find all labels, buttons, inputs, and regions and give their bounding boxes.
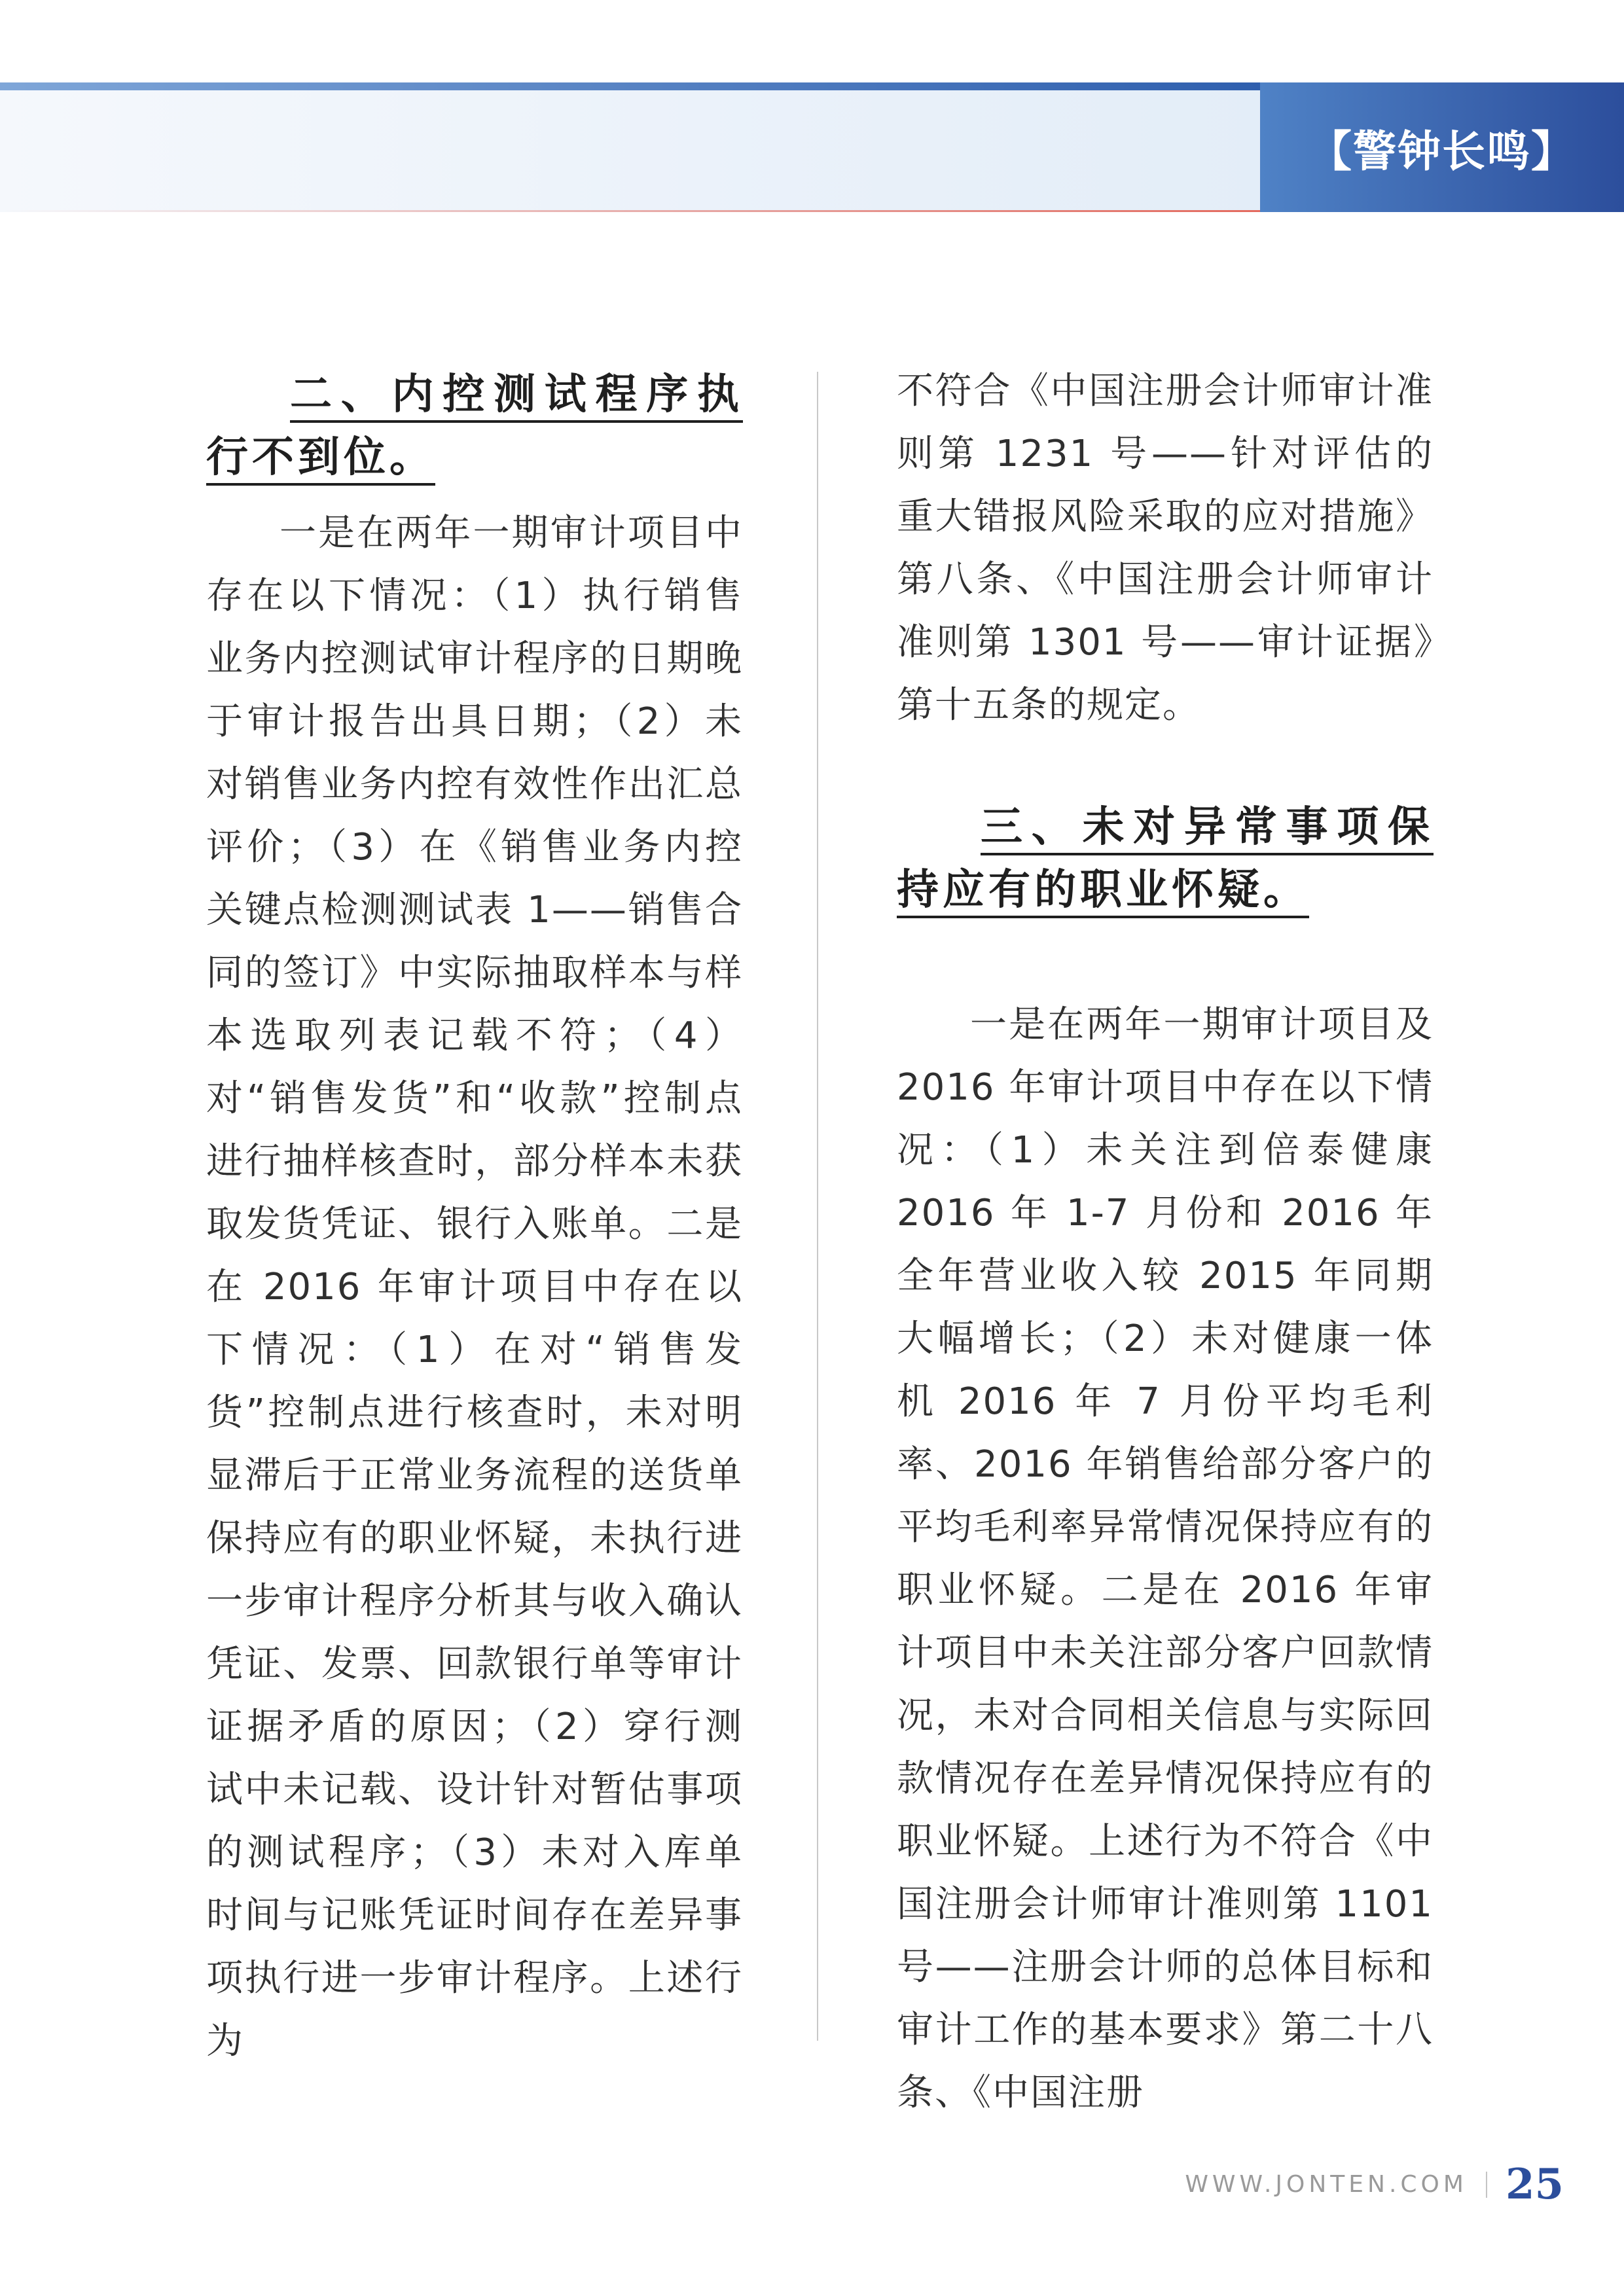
section-tag [1260, 82, 1624, 212]
footer-url: WWW.JONTEN.COM [1185, 2171, 1468, 2198]
page-footer [1185, 2160, 1564, 2209]
section-heading-2: 二、内控测试程序执行不到位。 [206, 363, 743, 489]
body-paragraph-left: 一是在两年一期审计项目中存在以下情况：（1）执行销售业务内控测试审计程序的日期晚于审计报告出具日期；（2）未对销售业务内控有效性作出汇总评价；（3）在《销售业务内控关键点检测测试表 1——销售合同的签订》中实际抽取样本与样本选取列表记载不符；（4）对“销售发货”和“收款”控制点进行抽样核查时，部分样本未获取发货凭证、银行入账单。二是在 2016 年审计项目中存在以下情况：（1）在对“销售发货”控制点进行核查时，未对明显滞后于正常业务流程的送货单保持应有的职业怀疑，未执行进一步审计程序分析其与收入确认凭证、发票、回款银行单等审计证据矛盾的原因；（2）穿行测试中未记载、设计针对暂估事项的测试程序；（3）未对入库单时间与记账凭证时间存在差异事项执行进一步审计程序。上述行为 [206, 512, 743, 2062]
section-tag-label: 【警钟长鸣】 [1308, 125, 1576, 177]
header-top-rule [0, 82, 1260, 90]
footer-separator [1486, 2172, 1487, 2198]
section-heading-3: 三、未对异常事项保持应有的职业怀疑。 [897, 796, 1434, 922]
left-column [206, 363, 743, 2073]
body-paragraph-right: 一是在两年一期审计项目及 2016 年审计项目中存在以下情况：（1）未关注到倍泰健康 2016 年 1-7 月份和 2016 年全年营业收入较 2015 年同期大幅增长；（2）未对健康一体机 2016 年 7 月份平均毛利率、2016 年销售给部分客户的平均毛利率异常情况保持应有的职业怀疑。二是在 2016 年审计项目中未关注部分客户回款情况，未对合同相关信息与实际回款情况存在差异情况保持应有的职业怀疑。上述行为不符合《中国注册会计师审计准则第 1101 号——注册会计师的总体目标和审计工作的基本要求》第二十八条、《中国注册 [897, 1003, 1434, 2114]
right-column [897, 360, 1434, 2125]
header-red-line [0, 210, 1260, 212]
page-number: 25 [1505, 2160, 1564, 2209]
column-divider [817, 372, 818, 2041]
body-paragraph-continuation: 不符合《中国注册会计师审计准则第 1231 号——针对评估的重大错报风险采取的应对措施》第八条、《中国注册会计师审计准则第 1301 号——审计证据》第十五条的规定。 [897, 370, 1434, 726]
header-band [0, 90, 1260, 212]
